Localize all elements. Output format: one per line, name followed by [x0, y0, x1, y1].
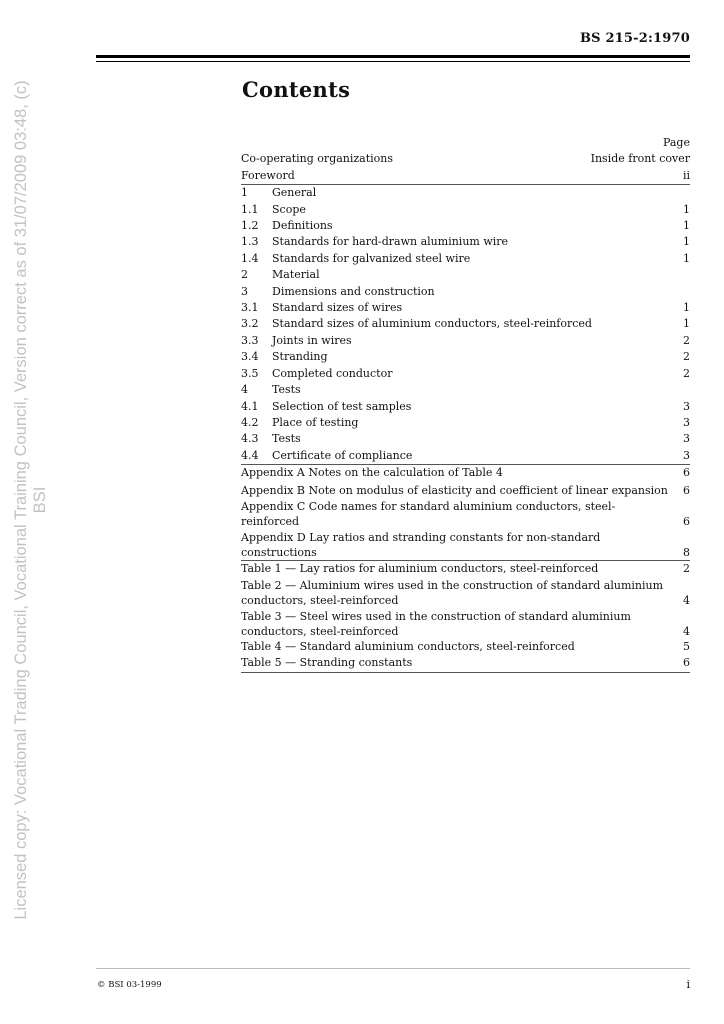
toc-entry-page: 1: [683, 202, 690, 216]
toc-table-label: Table 5 — Stranding constants: [241, 656, 413, 670]
toc-entry[interactable]: [241, 218, 690, 234]
toc-appendix[interactable]: [241, 482, 690, 498]
toc-page-column-header: Page: [662, 136, 690, 149]
watermark-line-2: BSI: [31, 486, 49, 514]
page-title: Contents: [242, 77, 351, 102]
toc-appendix-page: 8: [683, 545, 690, 559]
toc-entry[interactable]: [241, 267, 690, 283]
footer-copyright: © BSI 03-1999: [97, 980, 162, 990]
toc-entry-label: Tests: [272, 432, 301, 446]
toc-entry[interactable]: [241, 366, 690, 382]
toc-page-header-row: [241, 135, 690, 151]
toc-entry[interactable]: [241, 168, 690, 184]
toc-entry-label: Tests: [272, 383, 301, 397]
toc-entry[interactable]: [241, 202, 690, 218]
toc-entry[interactable]: [241, 284, 690, 300]
toc-table[interactable]: [241, 655, 690, 672]
toc-table-label: Table 3 — Steel wires used in the construction of standard aluminium conductors, steel-reinforced: [241, 609, 631, 638]
toc-entry[interactable]: [241, 448, 690, 464]
footer-rule: [96, 968, 690, 969]
toc-entry-page: 1: [683, 235, 690, 249]
toc-entry-label: Scope: [272, 202, 306, 216]
toc-table-page: 5: [683, 639, 690, 653]
toc-entry-number: 3.4: [241, 350, 259, 364]
header-rule-thick: [96, 55, 690, 58]
toc-table[interactable]: [241, 639, 690, 655]
toc-entry[interactable]: [241, 382, 690, 398]
toc-appendix-label: Appendix D Lay ratios and stranding constants for non-standard constructions: [241, 530, 601, 559]
toc-entry-number: 1: [241, 186, 248, 200]
toc-table-label: Table 1 — Lay ratios for aluminium conductors, steel-reinforced: [241, 561, 599, 575]
toc-entry-page: Inside front cover: [590, 152, 690, 166]
toc-entry-number: 4: [241, 383, 248, 397]
toc-entry-label: Dimensions and construction: [272, 284, 435, 298]
toc-entry-label: Stranding: [272, 350, 328, 364]
toc-entry-page: 3: [683, 399, 690, 413]
toc-entry[interactable]: [241, 349, 690, 365]
toc-entry-page: 1: [683, 301, 690, 315]
toc-entry[interactable]: [241, 151, 690, 167]
toc-table-page: 4: [683, 593, 690, 607]
watermark-line-1: Licensed copy: Vocational Trading Council, Vocational Training Council, Version correct as of 31/07/2009 03:48, (c): [12, 80, 30, 920]
toc-entry-label: Joints in wires: [272, 333, 352, 347]
toc-entry-page: ii: [682, 168, 690, 182]
toc-entry-label: Foreword: [241, 168, 295, 182]
toc-entry-label: Certificate of compliance: [272, 448, 413, 462]
toc-entry-number: 4.2: [241, 415, 259, 429]
toc-entry-number: 1.4: [241, 251, 259, 265]
toc-entry-label: Place of testing: [272, 415, 359, 429]
toc-appendix-label: Appendix B Note on modulus of elasticity and coefficient of linear expansion: [241, 483, 668, 497]
toc-table-page: 2: [683, 561, 690, 575]
toc-table-page: 4: [683, 624, 690, 638]
toc-table-page: 6: [683, 656, 690, 670]
toc-entry-number: 3.2: [241, 317, 259, 331]
toc-entry-page: 3: [683, 432, 690, 446]
toc-entry-page: 3: [683, 448, 690, 462]
toc-entry-page: 1: [683, 317, 690, 331]
toc-appendix-label: Appendix A Notes on the calculation of Table 4: [241, 466, 503, 480]
toc-appendix-page: 6: [683, 466, 690, 480]
toc-entry-number: 4.1: [241, 399, 259, 413]
toc-appendix[interactable]: [241, 498, 690, 529]
toc-table[interactable]: [241, 577, 690, 608]
toc-entry-number: 3: [241, 284, 248, 298]
toc-entry-number: 3.1: [241, 301, 259, 315]
toc-entry-label: General: [272, 186, 317, 200]
document-id: BS 215-2:1970: [579, 31, 690, 46]
toc-entry-label: Standards for galvanized steel wire: [272, 251, 471, 265]
toc-entry[interactable]: [241, 316, 690, 332]
toc-entry[interactable]: [241, 415, 690, 431]
toc-entry[interactable]: [241, 184, 690, 201]
toc-entry[interactable]: [241, 234, 690, 250]
toc-entry-label: Material: [272, 268, 320, 282]
toc-entry[interactable]: [241, 300, 690, 316]
toc-entry[interactable]: [241, 431, 690, 447]
toc-entry-page: 2: [683, 333, 690, 347]
toc-entry-number: 1.3: [241, 235, 259, 249]
toc-appendix-page: 6: [683, 483, 690, 497]
footer-page-number: i: [686, 978, 690, 991]
toc-entry-label: Standard sizes of aluminium conductors, steel-reinforced: [272, 317, 592, 331]
toc-entry-label: Definitions: [272, 219, 333, 233]
toc-entry-page: 2: [683, 366, 690, 380]
toc-entry[interactable]: [241, 399, 690, 415]
toc-entry[interactable]: [241, 333, 690, 349]
toc-table[interactable]: [241, 608, 690, 639]
header-rule-thin: [96, 61, 690, 62]
toc-entry-number: 2: [241, 268, 248, 282]
toc-entry-label: Standards for hard-drawn aluminium wire: [272, 235, 509, 249]
table-of-contents: [241, 135, 690, 673]
license-watermark: [12, 0, 50, 1000]
toc-appendix-page: 6: [683, 514, 690, 528]
toc-entry-number: 1.1: [241, 202, 259, 216]
toc-entry-label: Co-operating organizations: [241, 152, 394, 166]
toc-entry-page: 2: [683, 350, 690, 364]
toc-entry-label: Selection of test samples: [272, 399, 412, 413]
toc-entry-page: 1: [683, 219, 690, 233]
toc-table-label: Table 2 — Aluminium wires used in the construction of standard aluminium conductors, steel-reinforced: [241, 578, 664, 607]
toc-table-label: Table 4 — Standard aluminium conductors, steel-reinforced: [241, 639, 575, 653]
toc-entry-number: 4.4: [241, 448, 259, 462]
toc-entry-label: Completed conductor: [272, 366, 393, 380]
toc-entry-number: 3.5: [241, 366, 259, 380]
toc-entry-number: 4.3: [241, 432, 259, 446]
toc-entry-page: 3: [683, 415, 690, 429]
toc-entry-page: 1: [683, 251, 690, 265]
toc-entry[interactable]: [241, 251, 690, 267]
toc-appendix-label: Appendix C Code names for standard aluminium conductors, steel-reinforced: [241, 499, 616, 528]
toc-appendix[interactable]: [241, 464, 690, 481]
toc-appendix[interactable]: [241, 529, 690, 560]
toc-entry-number: 1.2: [241, 219, 259, 233]
toc-table[interactable]: [241, 560, 690, 577]
toc-entry-number: 3.3: [241, 333, 259, 347]
toc-entry-label: Standard sizes of wires: [272, 301, 403, 315]
